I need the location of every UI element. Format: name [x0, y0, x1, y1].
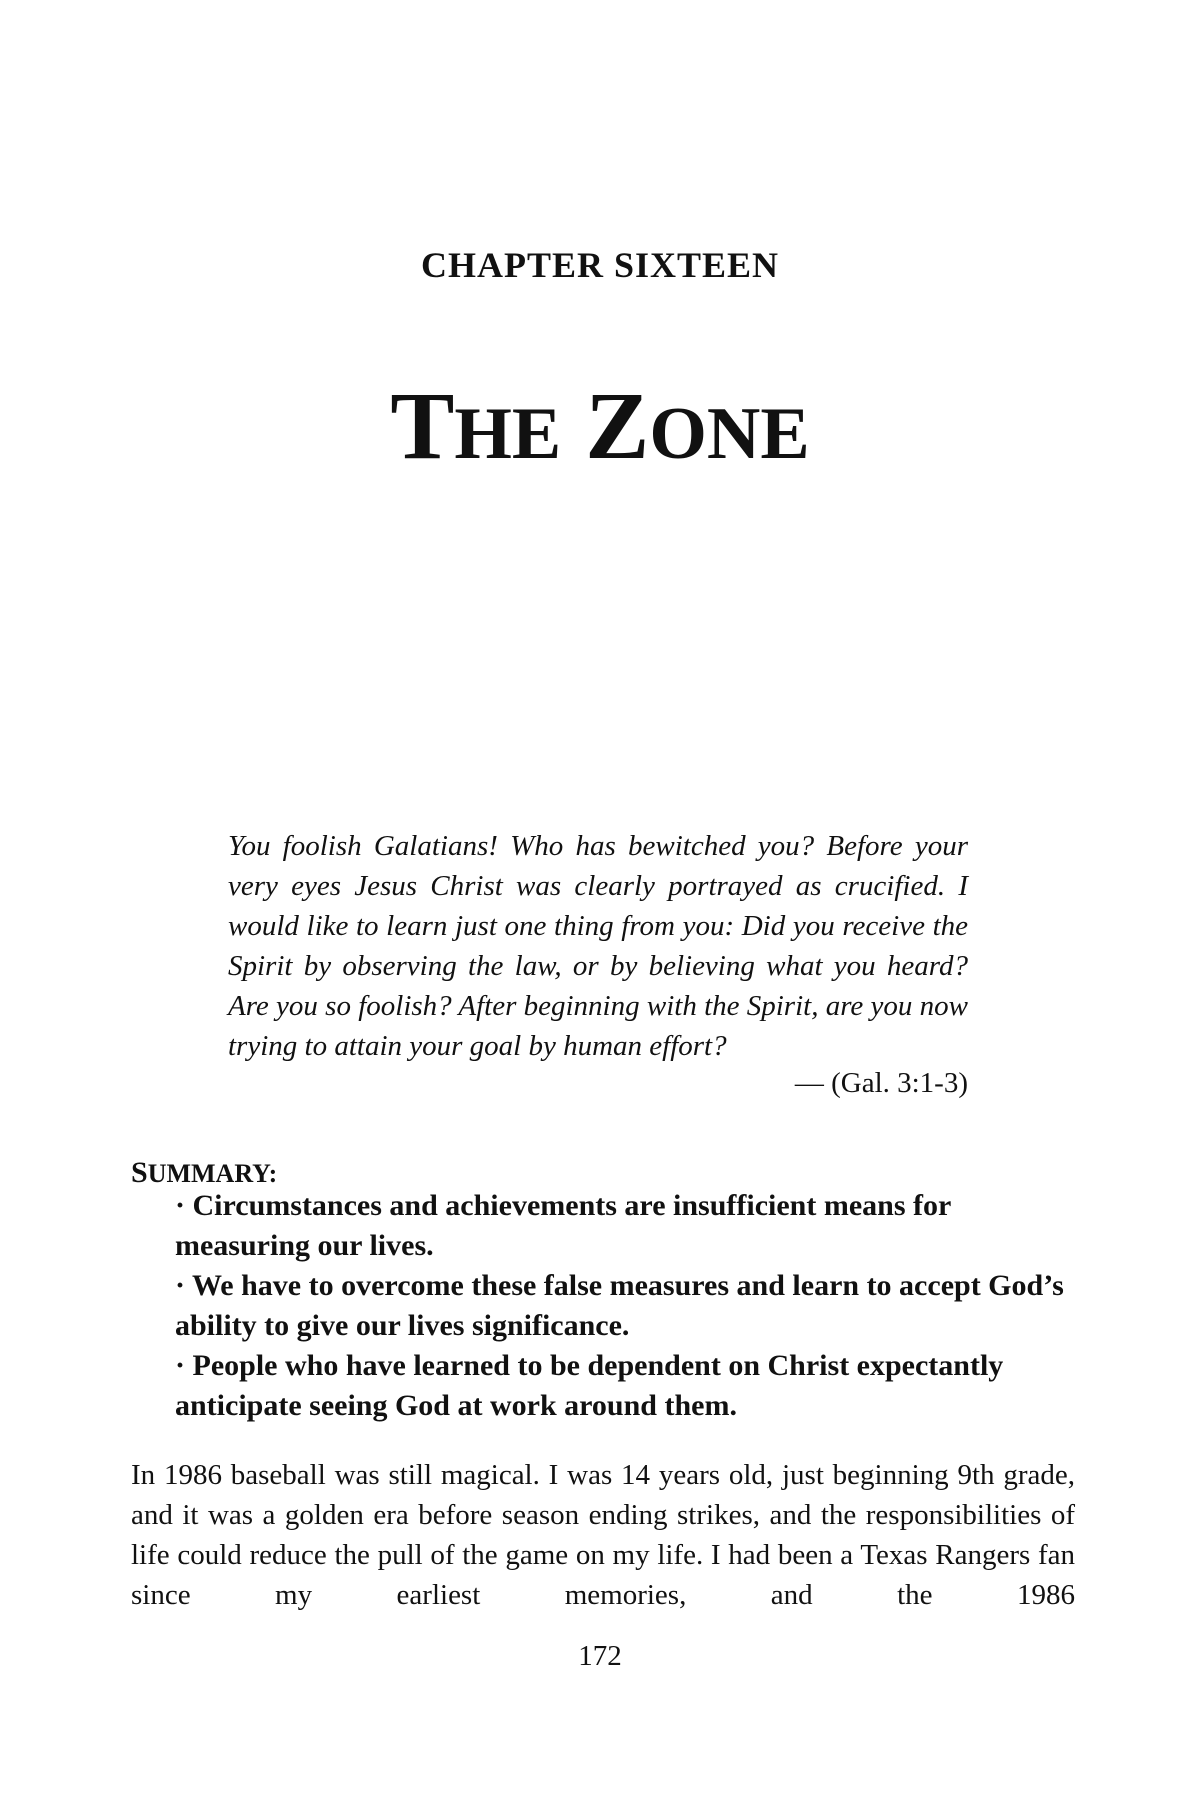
summary-item: · Circumstances and achievements are insufficient means for measuring our lives. [175, 1189, 951, 1262]
epigraph-citation: — (Gal. 3:1-3) [794, 1067, 968, 1099]
summary-item: · People who have learned to be dependent on Christ expectantly anticipate seeing God at work around them. [175, 1349, 1004, 1422]
title-rest-1: HE [454, 393, 562, 475]
chapter-label: CHAPTER SIXTEEN [420, 245, 780, 285]
epigraph-text: You foolish Galatians! Who has bewitched you? Before your very eyes Jesus Christ was clearly portrayed as crucified. I would like to learn just one thing from you: Did you receive the Spirit by observing the law, or by believing what you heard? Are you so foolish? After beginning with the Spirit, are you now trying to attain your goal by human effort? [228, 830, 968, 1062]
chapter-title [0, 372, 1200, 479]
title-rest-2: ONE [649, 393, 810, 475]
summary-item: · We have to overcome these false measures and learn to accept God’s ability to give our lives significance. [175, 1269, 1064, 1342]
summary-heading-rest: UMMARY: [147, 1159, 278, 1188]
title-initial-2: Z [585, 372, 650, 479]
summary-list [175, 1186, 1075, 1426]
summary-heading-initial: S [131, 1156, 148, 1189]
body-paragraph: In 1986 baseball was still magical. I was 14 years old, just beginning 9th grade, and it was a golden era before season ending strikes, and the responsibilities of life could reduce the pull of the game on my life. I had been a Texas Rangers fan since my earliest memories, and the 1986 [131, 1459, 1075, 1611]
title-initial-1: T [390, 372, 455, 479]
page-number: 172 [578, 1640, 622, 1672]
epigraph [228, 826, 968, 1066]
summary-heading [131, 1156, 277, 1190]
